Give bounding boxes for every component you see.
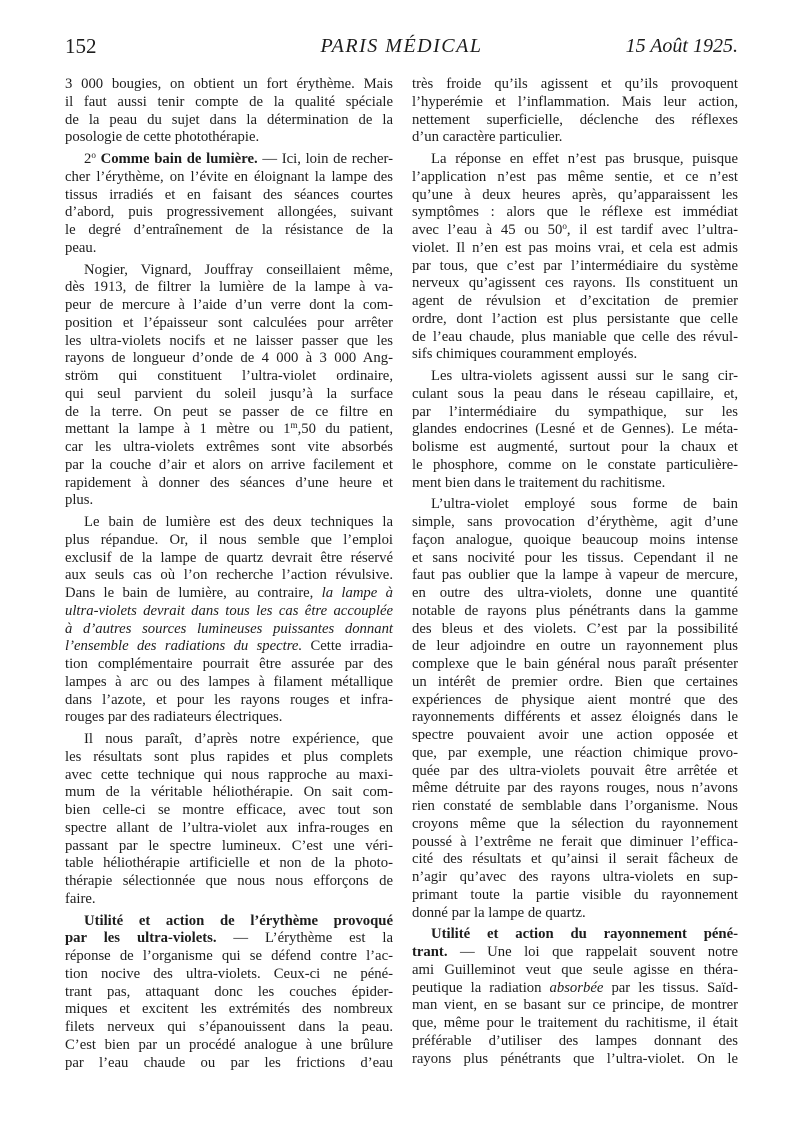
text-line: l’application n’est pas même sentie, et ce n’est <box>412 168 738 185</box>
text-line: de l’eau chaude, plus maniable que celle des révul- <box>412 328 738 345</box>
issue-date: 15 Août 1925. <box>625 35 738 57</box>
text-run: mettant la lampe à 1 mètre ou 1 <box>65 421 291 438</box>
text-line: sifs chimiques couramment employés. <box>412 346 638 363</box>
text-line: ment bien dans le traitement du rachitisme. <box>412 474 666 491</box>
text-line: le degré d’entraînement de la résistance de la <box>65 222 393 238</box>
text-line <box>65 585 393 603</box>
text-line: ami Guilleminot veut que seule agisse en théra- <box>412 961 738 978</box>
text-line: table héliothérapie artificielle et non de la photo- <box>65 855 393 872</box>
text-line: aux seuls cas où l’on recherche l’action révulsive. <box>65 567 393 584</box>
text-line: simple, sans provocation d’érythème, agit d’une <box>412 514 738 530</box>
text-line: dès 1913, de filtrer la lumière de la lampe à va- <box>65 279 393 296</box>
paragraph <box>65 151 393 258</box>
italic-text: la lampe à <box>321 585 393 601</box>
text-run: avec l’eau à 45 ou 50 <box>412 222 563 238</box>
text-line: et sans nocivité pour les tissus. Cependant il ne <box>412 549 738 566</box>
text-line: qui seul parvient du soleil jusqu’à la surface <box>65 385 393 402</box>
superscript: o <box>91 150 96 160</box>
text-line: les ultra-violets nocifs et ne laisser passer que les <box>65 332 393 349</box>
text-line: filets nerveux qui s’épanouissent dans la peau. <box>65 1019 393 1035</box>
text-line: réponse de l’organisme qui se défend contre l’ac- <box>65 948 393 964</box>
column-right <box>412 76 738 1068</box>
paragraph <box>65 76 393 147</box>
text-line <box>65 913 393 931</box>
text-line <box>412 222 738 240</box>
text-line: rayonnements différents et assez éloignés dans le <box>412 709 738 726</box>
text-line: de la terre. On peut se passer de ce filtre en <box>65 403 393 420</box>
text-line: culant sous la peau dans le réseau capillaire, et, <box>412 385 738 402</box>
text-line <box>65 421 393 439</box>
bold-text: Utilité et action de l’érythème provoqué <box>84 912 393 929</box>
text-line: préférable d’utiliser des lampes donnant des <box>412 1032 738 1049</box>
text-line: que, même pour le traitement du rachitisme, il était <box>412 1015 738 1031</box>
text-line: man vient, en se basant sur ce principe, de montrer <box>412 997 738 1014</box>
text-line: rien constaté de semblable dans l’organisme. Nous <box>412 798 738 814</box>
text-run: par les tissus. Saïd- <box>603 979 738 996</box>
text-run: peutique la radiation <box>412 979 550 996</box>
text-line: poussé à l’extrême ne ferait que diminuer l’effica- <box>412 833 738 850</box>
text-line: de leur adjoindre en outre un rayonnement plus <box>412 638 738 655</box>
bold-text: Comme bain de lumière. <box>95 151 258 167</box>
text-line: 3 000 bougies, on obtient un fort érythème. Mais <box>65 76 393 92</box>
text-run: — L’érythème est la <box>216 930 393 947</box>
text-line: passant par le spectre lumineux. C’est une véri- <box>65 837 393 854</box>
text-line: rayons de longueur d’onde de 4 000 à 3 000 Ang- <box>65 350 393 367</box>
text-line: les résultats sont plus rapides et plus complets <box>65 748 393 765</box>
text-line: complexe que le bain général nous paraît présenter <box>412 656 738 672</box>
text-line: en outre des ultra-violets, donne une quantité <box>412 585 738 601</box>
text-line: trant pas, attaquant donc les couches épider- <box>65 983 393 1000</box>
text-line: quée par des ultra-violets pouvait être arrêtée et <box>412 762 738 779</box>
text-line: primant toute la partie visible du rayonnement <box>412 886 738 903</box>
text-line: L’ultra-violet employé sous forme de bain <box>431 496 738 513</box>
running-header <box>65 36 738 62</box>
italic-text: l’ensemble des radiations du spectre. <box>65 638 303 655</box>
text-line: bolisme est augmenté, surtout pour la chaux et <box>412 439 738 455</box>
text-line: C’est bien par un procédé analogue à une brûlure <box>65 1036 393 1053</box>
text-line: spectre allant de l’ultra-violet aux infra-rouges en <box>65 819 393 836</box>
text-line: lampes à arc ou des lampes à filament métallique <box>65 673 393 690</box>
superscript: o <box>562 221 567 231</box>
text-line: n’agir qu’avec des rayons ultra-violets en sup- <box>412 869 738 885</box>
text-line: plus répandue. Or, il nous semble que l’emploi <box>65 531 393 548</box>
text-line: agent de révulsion et d’excitation de premier <box>412 293 738 309</box>
text-line: avec cette technique qui nous rapproche au maxi- <box>65 766 393 783</box>
text-line: La réponse en effet n’est pas brusque, puisque <box>431 151 738 167</box>
text-line: façon analogue, quoique beaucoup moins intense <box>412 531 738 548</box>
text-line: qu’une à deux heures après, qu’apparaissent les <box>412 186 738 203</box>
paragraph <box>412 496 738 922</box>
paragraph <box>65 731 393 909</box>
paragraph <box>65 913 393 1073</box>
text-line: nerveux qu’agissent ces rayons. Ils constituent un <box>412 275 738 292</box>
text-line: thérapie sélectionnée que nous nous efforçons de <box>65 873 393 889</box>
journal-title: PARIS MÉDICAL <box>320 35 483 57</box>
text-line: tissus irradiés et en faisant des séances courtes <box>65 186 393 203</box>
text-line: faut pas oublier que la lampe à vapeur de mercure, <box>412 567 738 584</box>
text-line: exclusif de la lampe de quartz devrait être réservé <box>65 549 393 566</box>
text-line: même détruite par des rayons rouges, nous n’avons <box>412 780 738 797</box>
text-line: des bleus et des violets. C’est par la possibilité <box>412 620 738 637</box>
text-line <box>412 926 738 944</box>
text-line: un intérêt de premier ordre. Bien que certaines <box>412 673 738 690</box>
text-line: le phosphore, comme on le constate particulière- <box>412 456 738 473</box>
text-line: par tous, que c’est par l’intermédiaire du système <box>412 257 738 274</box>
text-line: ström qui constituent l’ultra-violet ordinaire, <box>65 368 393 384</box>
italic-text: ultra-violets devrait dans tous les cas être accouplée <box>65 602 393 619</box>
text-line: croyons même que la sélection du rayonnement <box>412 815 738 832</box>
text-line: d’un caractère particulier. <box>412 129 563 146</box>
paragraph <box>412 926 738 1068</box>
text-line: nettement superficielle, déclenche des réflexes <box>412 111 738 128</box>
text-line <box>65 621 393 639</box>
italic-text: à d’autres sources lumineuses puissantes donnant <box>65 620 393 637</box>
text-line: spectre pouvaient avoir une action opposée et <box>412 727 738 743</box>
text-line: mum de la véritable héliothérapie. On sait com- <box>65 784 393 801</box>
paragraph <box>412 368 738 492</box>
text-line <box>412 944 738 962</box>
bold-text: trant. <box>412 944 448 960</box>
text-line: de la peau du sujet dans la détermination de la <box>65 111 393 128</box>
paragraph <box>65 514 393 727</box>
text-line: posologie de cette photothérapie. <box>65 129 260 146</box>
text-line: notable de rayons plus pénétrants dans la gamme <box>412 602 738 619</box>
text-run: , il est tardif avec l’ultra- <box>566 222 738 238</box>
text-line: bien celle-ci se montre efficace, avec tout son <box>65 802 393 818</box>
paragraph <box>412 76 738 147</box>
text-line <box>65 603 393 621</box>
text-line: par l’intermédiaire du sympathique, sur les <box>412 403 738 420</box>
text-line: d’abord, puis progressivement allongées, suivant <box>65 204 393 221</box>
text-line: que, par exemple, une réaction chimique provo- <box>412 744 738 761</box>
text-line: symptômes : alors que le réflexe est immédiat <box>412 204 738 221</box>
text-line: peur de mercure à l’aide d’un verre dont la com- <box>65 297 393 313</box>
text-line: rapidement à donner des séances d’une heure et <box>65 474 393 491</box>
italic-text: absorbée <box>549 979 604 996</box>
text-line: cité des résultats et qu’ainsi il serait fâcheux de <box>412 851 738 868</box>
text-line: rouges par des radiateurs électriques. <box>65 709 283 726</box>
bold-text: Utilité et action du rayonnement péné- <box>431 926 738 943</box>
text-line: il faut aussi tenir compte de la qualité spéciale <box>65 93 393 110</box>
text-run: ,50 du patient, <box>297 421 393 438</box>
text-line <box>65 151 393 169</box>
text-line: Les ultra-violets agissent aussi sur le sang cir- <box>431 368 738 384</box>
text-run: Dans le bain de lumière, au contraire, <box>65 585 322 601</box>
superscript: m <box>290 420 298 431</box>
text-line: faire. <box>65 890 96 907</box>
text-line <box>412 980 738 998</box>
text-line: plus. <box>65 492 94 509</box>
text-line: glandes endocrines (Lesné et de Gennes). Le méta- <box>412 421 738 438</box>
text-line: car les ultra-violets extrêmes sont vite absorbés <box>65 439 393 455</box>
text-line: cher l’érythème, on l’évite en éloignant la lampe des <box>65 168 393 185</box>
text-line: tion nocive des ultra-violets. Ceux-ci ne péné- <box>65 965 393 982</box>
text-line: donné par la lampe de quartz. <box>412 904 586 921</box>
text-line: expériences de physique aient montré que des <box>412 691 738 708</box>
text-line: peau. <box>65 239 97 256</box>
paragraph <box>412 151 738 364</box>
text-line: miques et excitent les extrémités des nombreux <box>65 1001 393 1018</box>
text-run: — Ici, loin de recher- <box>257 151 393 167</box>
text-line <box>65 930 393 948</box>
text-run: 2 <box>84 151 92 167</box>
text-line: rayons plus pénétrants que l’ultra-violet. On le <box>412 1050 738 1067</box>
bold-text: par les ultra-violets. <box>65 930 217 947</box>
text-line: par l’eau chaude ou par les frictions d’eau <box>65 1054 393 1071</box>
text-line: Nogier, Vignard, Jouffray conseillaient même, <box>84 261 393 278</box>
text-run: — Une loi que rappelait souvent notre <box>447 944 738 960</box>
page-number: 152 <box>65 34 97 58</box>
text-line: ordre, dont l’action est plus persistante que celle <box>412 310 738 327</box>
text-line: Le bain de lumière est des deux techniques la <box>84 514 393 530</box>
text-line: tion complémentaire pourrait être assurée par des <box>65 656 393 672</box>
text-line: violet. Il n’en est pas moins vrai, et cela est admis <box>412 239 738 256</box>
text-line: l’hyperémie et l’inflammation. Mais leur action, <box>412 93 738 110</box>
text-line: par la couche d’air et alors on arrive facilement et <box>65 456 393 473</box>
text-line: Il nous paraît, d’après notre expérience, que <box>84 731 393 747</box>
text-line: très froide qu’ils agissent et qu’ils provoquent <box>412 76 738 92</box>
paragraph <box>65 262 393 511</box>
text-run: Cette irradia- <box>302 638 393 655</box>
text-line: position et l’épaisseur sont calculées pour arrêter <box>65 314 393 331</box>
column-left <box>65 76 393 1072</box>
text-line <box>65 638 393 656</box>
text-line: dans l’azote, et pour les rayons rouges et infra- <box>65 691 393 708</box>
